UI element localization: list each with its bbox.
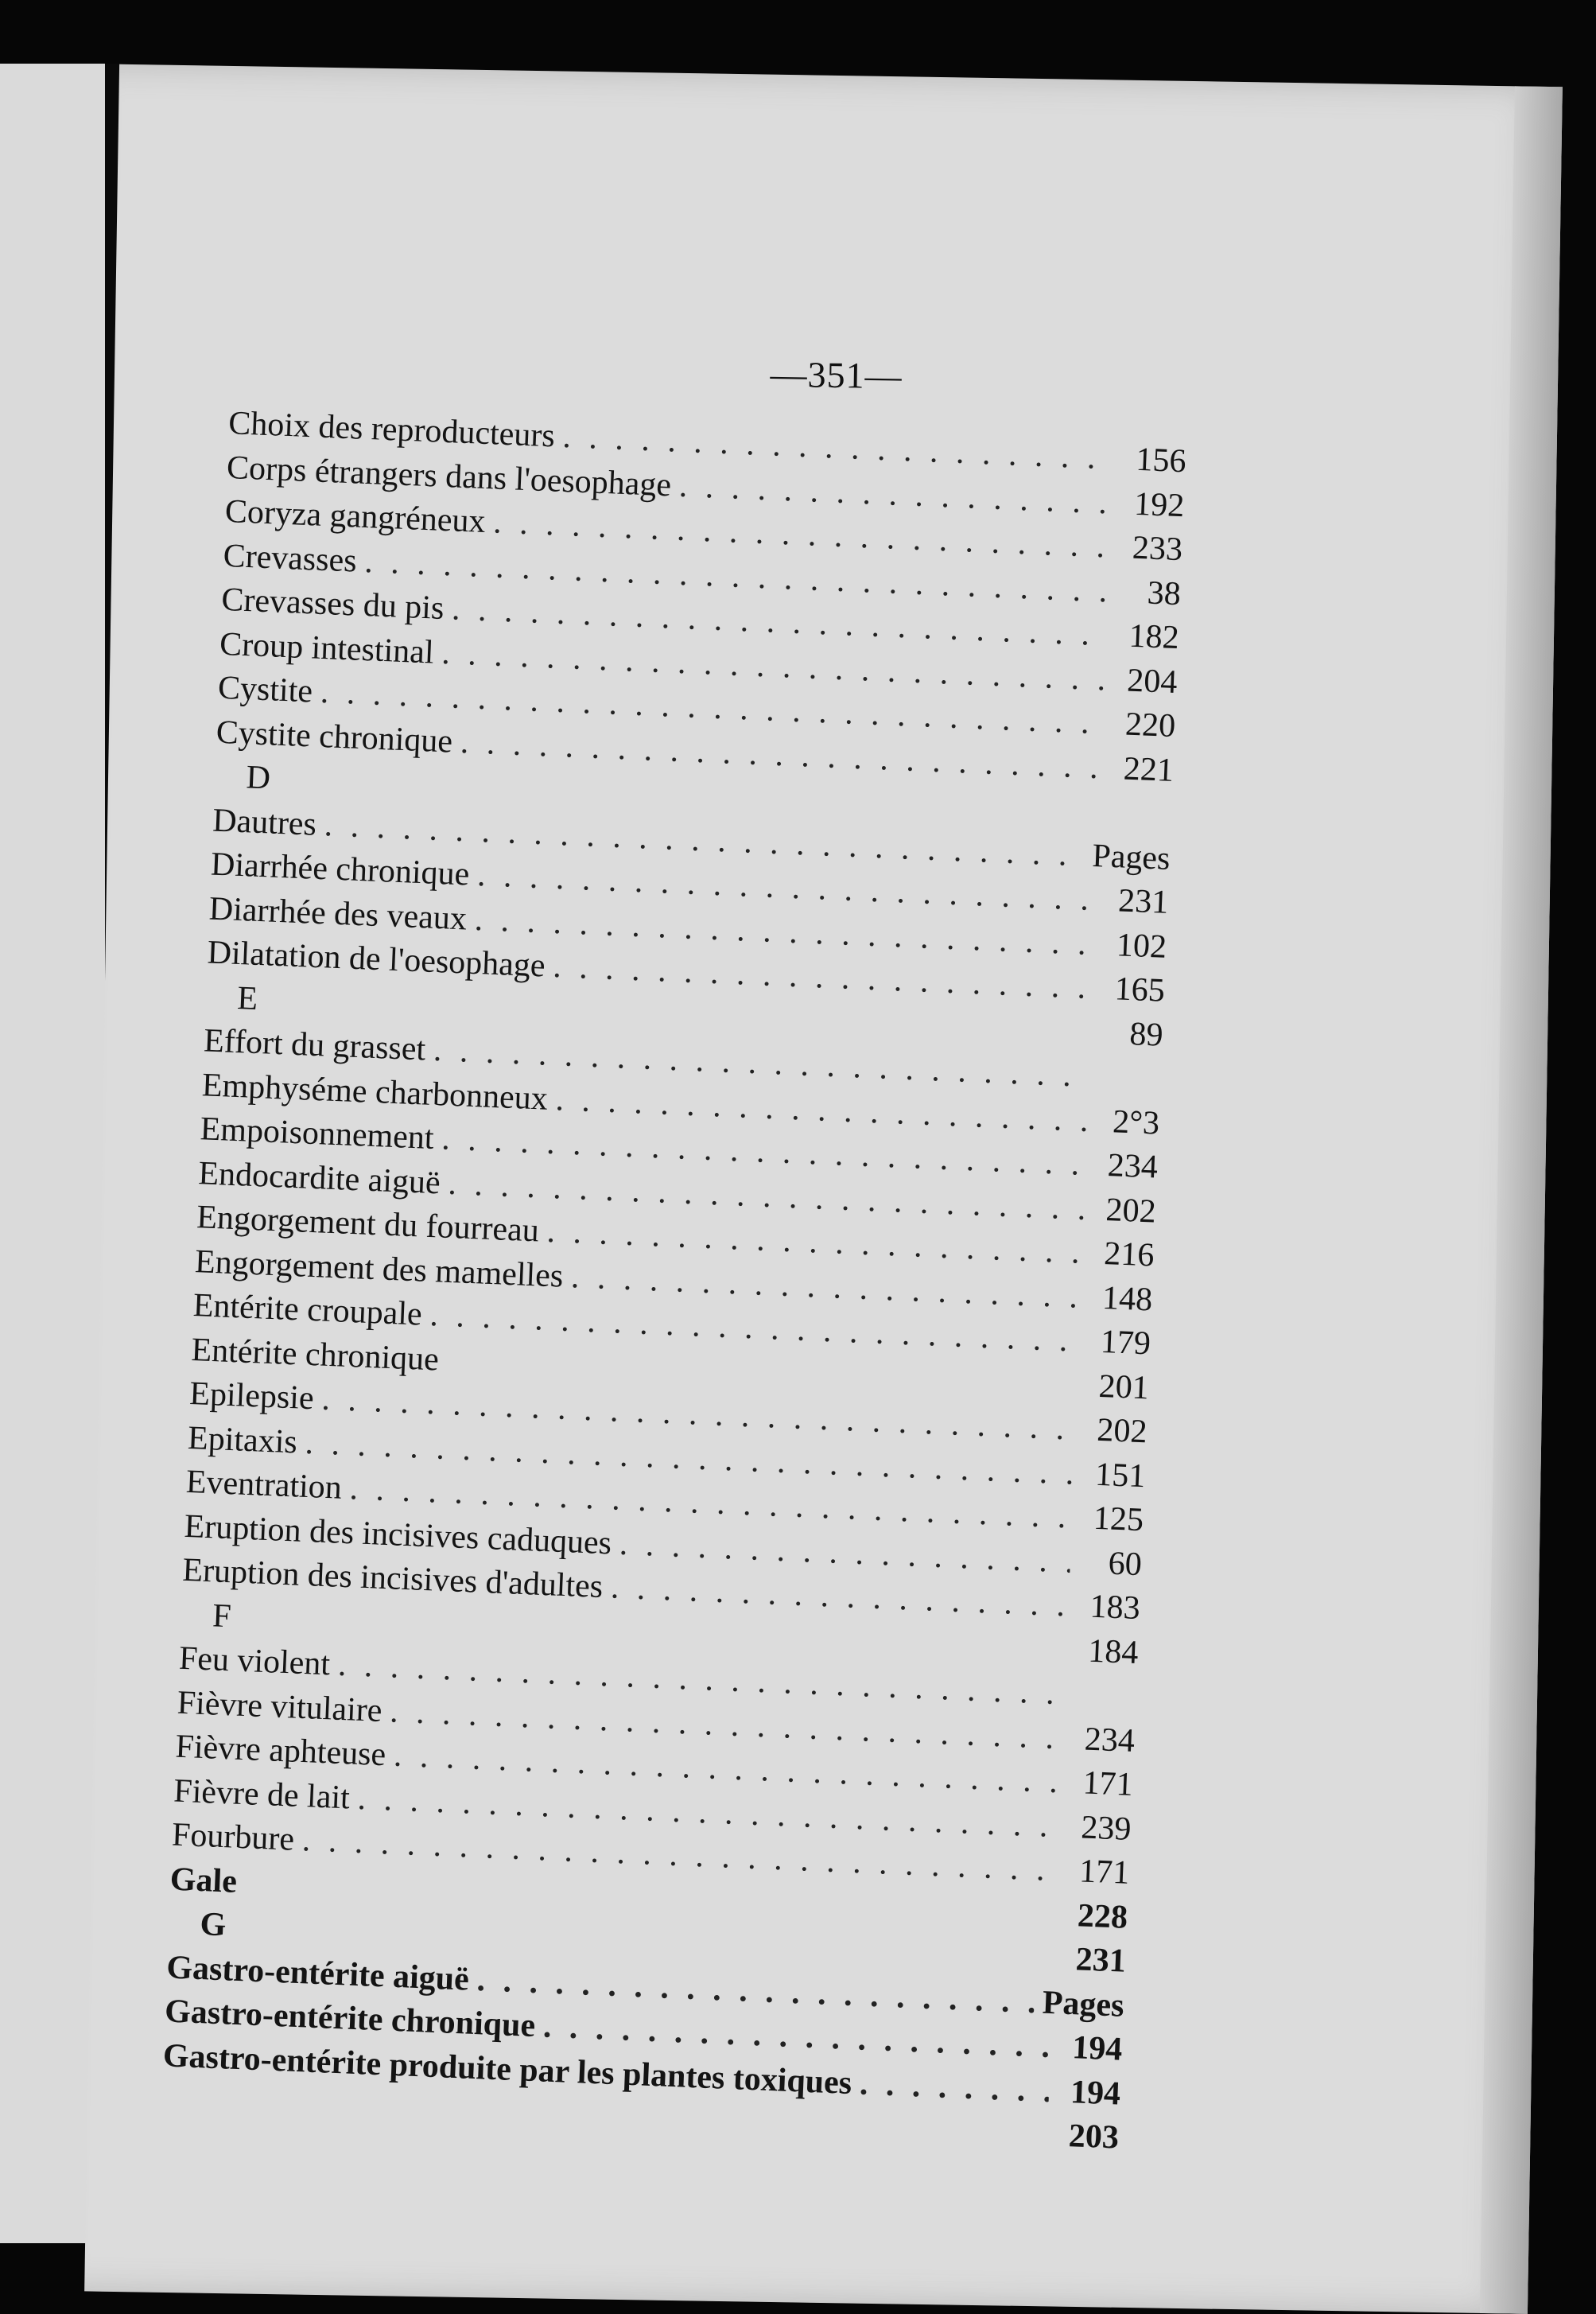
entry-label: Croup intestinal bbox=[219, 625, 435, 671]
entry-label: Cystite bbox=[217, 669, 313, 710]
entry-page-number: 171 bbox=[1078, 1853, 1131, 1892]
entry-label: Effort du grasset bbox=[203, 1022, 427, 1068]
entry-page-number bbox=[1097, 1087, 1161, 1089]
entry-page-number: 202 bbox=[1096, 1411, 1148, 1451]
entry-page-number bbox=[1073, 1705, 1136, 1707]
entry-page-number: 184 bbox=[1087, 1632, 1140, 1671]
entry-label: Fièvre aphteuse bbox=[174, 1728, 387, 1774]
entry-label: Feu violent bbox=[178, 1639, 332, 1683]
entry-page-number: 89 bbox=[1128, 1015, 1164, 1054]
entry-label: Epilepsie bbox=[188, 1375, 315, 1418]
entry-label: D bbox=[245, 759, 271, 797]
book-page bbox=[84, 64, 1563, 2314]
entry-page-number: 233 bbox=[1132, 529, 1183, 569]
entry-label: Eruption des incisives caduques bbox=[183, 1507, 612, 1561]
entry-page-number bbox=[1108, 823, 1171, 825]
entry-page-number: 2°3 bbox=[1112, 1103, 1160, 1142]
entry-page-number: 179 bbox=[1100, 1323, 1151, 1363]
entry-page-number: 38 bbox=[1146, 574, 1182, 613]
entry-page-number: 228 bbox=[1077, 1896, 1128, 1936]
entry-label: Fièvre vitulaire bbox=[176, 1684, 383, 1729]
entry-label: Fièvre de lait bbox=[173, 1772, 351, 1816]
index-list bbox=[161, 404, 1187, 2163]
entry-page-number: 171 bbox=[1081, 1764, 1134, 1803]
entry-label: Gastro-entérite produite par les plantes toxiques bbox=[162, 2036, 853, 2102]
entry-page-number: 60 bbox=[1107, 1545, 1143, 1583]
entry-label: Gale bbox=[169, 1860, 238, 1900]
facing-page-edge bbox=[0, 64, 105, 2243]
entry-page-number: 194 bbox=[1071, 2029, 1124, 2068]
entry-label: Fourbure bbox=[171, 1816, 295, 1858]
entry-page-number: 202 bbox=[1105, 1191, 1157, 1231]
entry-label: Gastro-entérite chronique bbox=[164, 1993, 537, 2045]
entry-label: Cystite chronique bbox=[215, 714, 454, 760]
entry-page-number: 102 bbox=[1116, 926, 1167, 966]
entry-label: Dautres bbox=[212, 802, 317, 843]
entry-label: Epitaxis bbox=[187, 1419, 298, 1460]
entry-page-number: 204 bbox=[1126, 662, 1179, 701]
entry-label: Entérite croupale bbox=[192, 1287, 423, 1333]
entry-label: Eventration bbox=[185, 1463, 343, 1507]
entry-label: Gastro-entérite aiguë bbox=[165, 1948, 470, 1998]
entry-page-number: 156 bbox=[1135, 441, 1187, 480]
entry-page-number: 231 bbox=[1074, 1941, 1127, 1980]
entry-page-number: 151 bbox=[1094, 1456, 1147, 1495]
entry-page-number: Pages bbox=[1091, 837, 1171, 877]
entry-page-number: 231 bbox=[1117, 882, 1170, 921]
page-edge-shadow bbox=[1480, 86, 1563, 2314]
entry-page-number: 182 bbox=[1128, 617, 1180, 657]
entry-label: Empoisonnement bbox=[199, 1110, 435, 1157]
entry-page-number: 239 bbox=[1080, 1808, 1132, 1848]
entry-page-number: 216 bbox=[1103, 1235, 1155, 1274]
entry-label: Dilatation de l'oesophage bbox=[206, 934, 546, 985]
entry-page-number: 201 bbox=[1097, 1367, 1150, 1406]
entry-page-number: 203 bbox=[1067, 2118, 1120, 2156]
entry-label: Corps étrangers dans l'oesophage bbox=[226, 449, 672, 504]
entry-label: Emphyséme charbonneux bbox=[201, 1066, 549, 1118]
entry-label: Diarrhée chronique bbox=[210, 846, 471, 893]
entry-page-number: 194 bbox=[1070, 2073, 1121, 2113]
entry-label: Coryza gangréneux bbox=[224, 492, 487, 540]
entry-label: Choix des reproducteurs bbox=[227, 404, 556, 455]
entry-page-number: 192 bbox=[1133, 485, 1186, 524]
entry-label: F bbox=[212, 1596, 232, 1635]
entry-page-number: 221 bbox=[1123, 749, 1175, 789]
dot-leader bbox=[859, 2064, 1050, 2110]
entry-label: G bbox=[199, 1906, 227, 1944]
entry-page-number: 148 bbox=[1101, 1279, 1154, 1318]
entry-page-number: 125 bbox=[1093, 1499, 1144, 1539]
entry-page-number: 220 bbox=[1124, 706, 1177, 745]
page-number: —351— bbox=[770, 353, 903, 397]
entry-label: Entérite chronique bbox=[190, 1331, 440, 1378]
entry-label: Engorgement du fourreau bbox=[196, 1199, 540, 1250]
entry-page-number: 183 bbox=[1089, 1588, 1141, 1628]
entry-label: Endocardite aiguë bbox=[197, 1154, 441, 1201]
entry-label: E bbox=[236, 979, 259, 1017]
entry-page-number: 234 bbox=[1084, 1721, 1136, 1760]
entry-label: Eruption des incisives d'adultes bbox=[181, 1551, 604, 1605]
entry-label: Crevasses bbox=[222, 537, 358, 580]
entry-page-number: 234 bbox=[1106, 1147, 1159, 1186]
entry-page-number: Pages bbox=[1042, 1984, 1125, 2024]
entry-label: Crevasses du pis bbox=[220, 581, 445, 627]
entry-page-number: 165 bbox=[1113, 970, 1166, 1009]
entry-label: Engorgement des mamelles bbox=[194, 1243, 565, 1295]
entry-label: Diarrhée des veaux bbox=[208, 889, 468, 937]
